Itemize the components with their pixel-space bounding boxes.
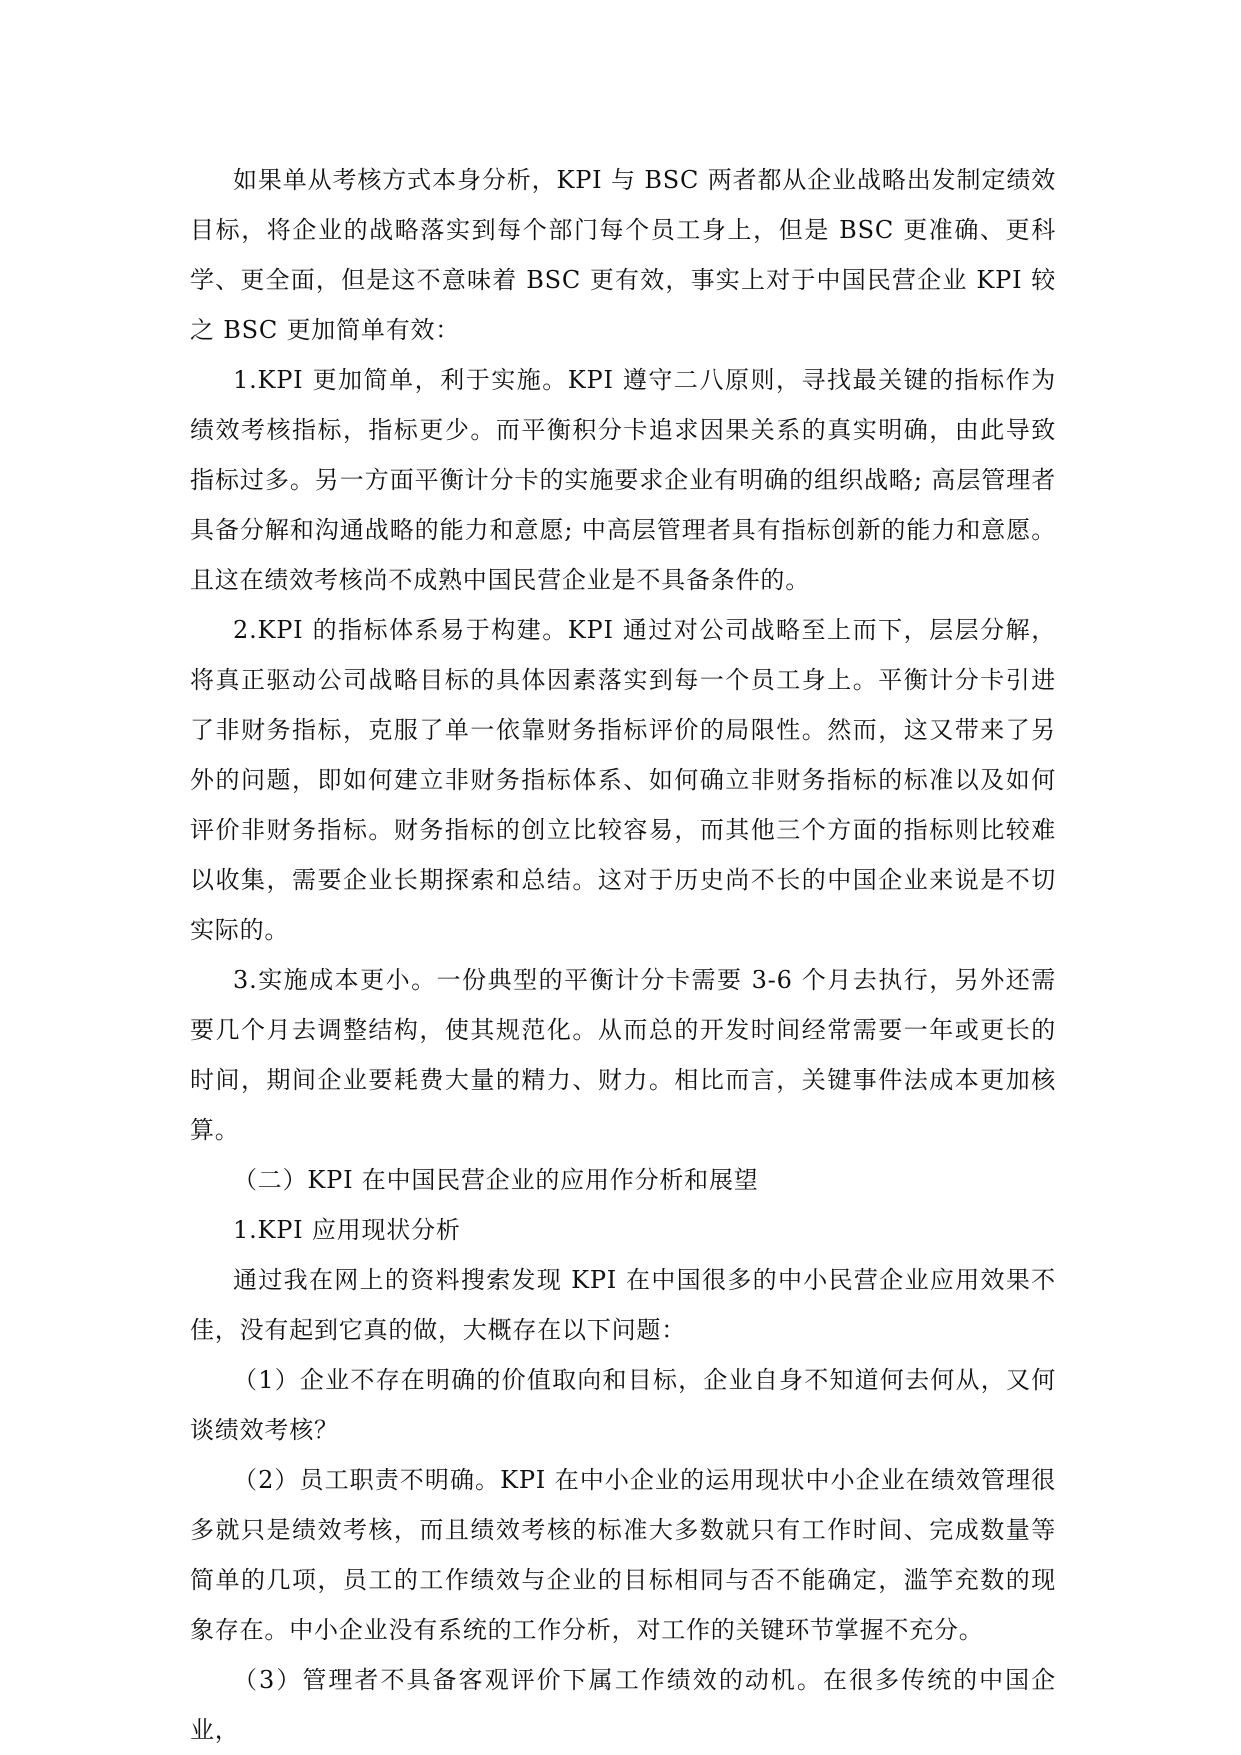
document-body — [190, 155, 1056, 1755]
section-heading: （二）KPI 在中国民营企业的应用作分析和展望 — [233, 1166, 759, 1194]
paragraph-point-1: 1.KPI 更加简单，利于实施。KPI 遵守二八原则，寻找最关键的指标作为绩效考核指标，指标更少。而平衡积分卡追求因果关系的真实明确，由此导致指标过多。另一方面平衡计分卡的实施要求企业有明确的组织战略; 高层管理者具备分解和沟通战略的能力和意愿; 中高层管理者具有指标创新的能力和意愿。且这在绩效考核尚不成熟中国民营企业是不具备条件的。 — [190, 366, 1056, 594]
paragraph-current-status: 通过我在网上的资料搜索发现 KPI 在中国很多的中小民营企业应用效果不佳，没有起到它真的做，大概存在以下问题： — [190, 1266, 1056, 1344]
paragraph-point-3: 3.实施成本更小。一份典型的平衡计分卡需要 3-6 个月去执行，另外还需要几个月去调整结构，使其规范化。从而总的开发时间经常需要一年或更长的时间，期间企业要耗费大量的精力、财力。相比而言，关键事件法成本更加核算。 — [190, 966, 1056, 1144]
paragraph-issue-1: （1）企业不存在明确的价值取向和目标，企业自身不知道何去何从，又何谈绩效考核？ — [190, 1366, 1056, 1444]
paragraph-issue-2: （2）员工职责不明确。KPI 在中小企业的运用现状中小企业在绩效管理很多就只是绩效考核，而且绩效考核的标准大多数就只有工作时间、完成数量等简单的几项，员工的工作绩效与企业的目标相同与否不能确定，滥竽充数的现象存在。中小企业没有系统的工作分析，对工作的关键环节掌握不充分。 — [190, 1466, 1056, 1644]
subsection-heading: 1.KPI 应用现状分析 — [233, 1216, 461, 1244]
paragraph-intro: 如果单从考核方式本身分析，KPI 与 BSC 两者都从企业战略出发制定绩效目标，将企业的战略落实到每个部门每个员工身上，但是 BSC 更准确、更科学、更全面，但是这不意味着 BSC 更有效，事实上对于中国民营企业 KPI 较之 BSC 更加简单有效： — [190, 166, 1056, 344]
paragraph-issue-3: （3）管理者不具备客观评价下属工作绩效的动机。在很多传统的中国企业， — [190, 1666, 1056, 1744]
paragraph-point-2: 2.KPI 的指标体系易于构建。KPI 通过对公司战略至上而下，层层分解，将真正驱动公司战略目标的具体因素落实到每一个员工身上。平衡计分卡引进了非财务指标，克服了单一依靠财务指标评价的局限性。然而，这又带来了另外的问题，即如何建立非财务指标体系、如何确立非财务指标的标准以及如何评价非财务指标。财务指标的创立比较容易，而其他三个方面的指标则比较难以收集，需要企业长期探索和总结。这对于历史尚不长的中国企业来说是不切实际的。 — [190, 616, 1056, 944]
